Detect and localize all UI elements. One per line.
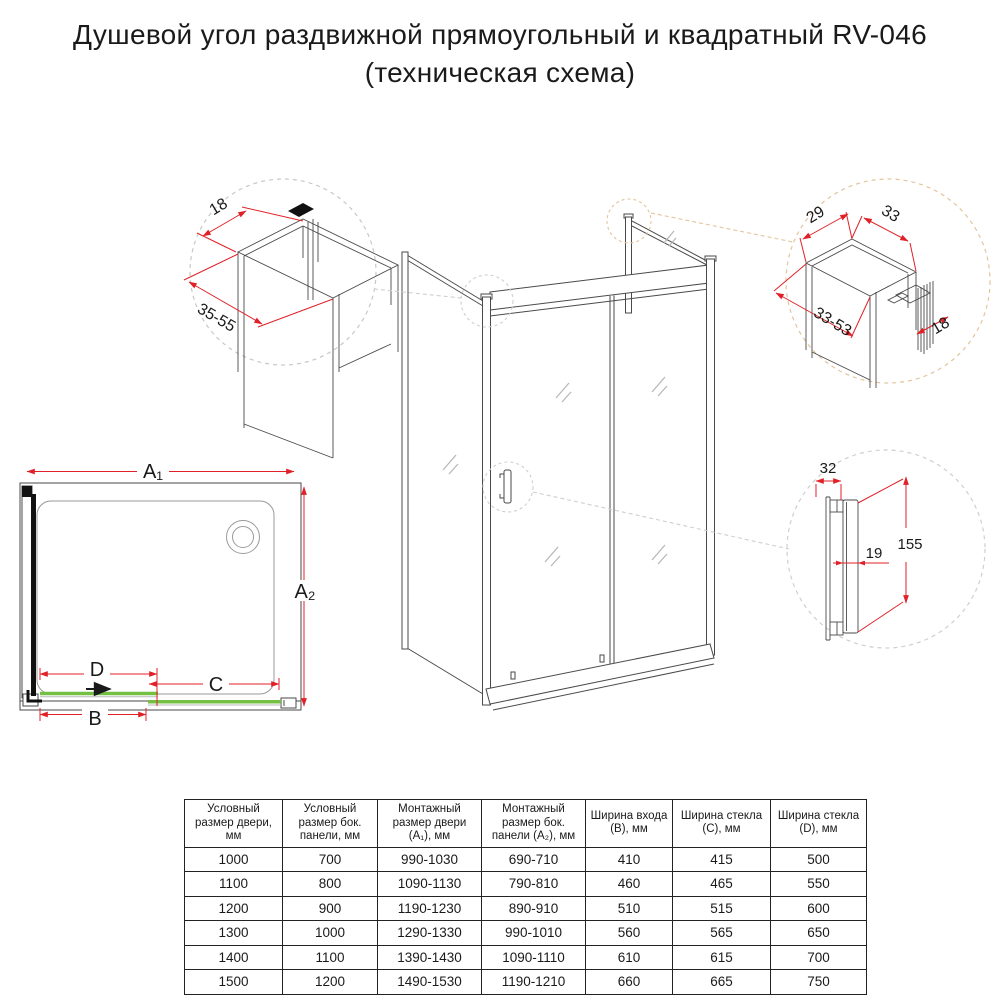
table-cell: 1200 [185,896,283,921]
wall-profile-block [22,486,32,497]
col-header-door-mounting: Монтажный размер двери (A₁), мм [378,800,482,848]
table-cell: 1100 [185,872,283,897]
table-cell: 650 [771,921,867,946]
page-title [0,16,1000,92]
col-header-glass-c: Ширина стекла (C), мм [673,800,771,848]
table-cell: 550 [771,872,867,897]
table-cell: 990-1010 [482,921,586,946]
table-row [185,970,867,995]
table-cell: 460 [586,872,673,897]
dim-handle-depth: 19 [865,545,883,562]
table-cell: 890-910 [482,896,586,921]
table-cell: 560 [586,921,673,946]
table-cell: 1090-1110 [482,945,586,970]
leader-to-top-right-detail [651,213,793,242]
label-d: D [89,659,105,681]
table-cell: 800 [283,872,378,897]
table-cell: 660 [586,970,673,995]
table-cell: 1400 [185,945,283,970]
table-row [185,847,867,872]
detail-profile-top-right [774,179,990,388]
table-cell: 410 [586,847,673,872]
table-cell: 750 [771,970,867,995]
leader-to-top-left-detail [374,289,461,298]
table-cell: 415 [673,847,771,872]
col-header-entry-width: Ширина входа (B), мм [586,800,673,848]
dim-18-top-right: 18 [928,314,953,339]
detail-circle-outline [787,450,985,648]
side-panel-glass [31,494,36,696]
table-cell: 1190-1230 [378,896,482,921]
table-cell: 1290-1330 [378,921,482,946]
table-cell: 600 [771,896,867,921]
plan-view [20,459,319,730]
dim-handle-height: 155 [897,536,923,553]
table-header-row [185,800,867,848]
table-cell: 700 [771,945,867,970]
dim-35-55: 35-55 [194,300,239,336]
col-header-panel-nominal: Условный размер бок. панели, мм [283,800,378,848]
clamp-block [288,203,314,217]
dim-29: 29 [803,203,828,228]
detail-handle [787,450,985,648]
dim-handle-width: 32 [819,460,837,477]
table-cell: 700 [283,847,378,872]
table-cell: 510 [586,896,673,921]
leader-to-handle-detail [533,492,789,549]
col-header-glass-d: Ширина стекла (D), мм [771,800,867,848]
col-header-panel-mounting: Монтажный размер бок. панели (A₂), мм [482,800,586,848]
label-c: C [208,674,224,696]
table-cell: 1390-1430 [378,945,482,970]
table-cell: 1200 [283,970,378,995]
dimensions-table [184,799,866,995]
table-cell: 1100 [283,945,378,970]
table-row [185,872,867,897]
table-cell: 665 [673,970,771,995]
table-cell: 1300 [185,921,283,946]
table-cell: 500 [771,847,867,872]
main-isometric-view [374,199,793,710]
title-line2: (техническая схема) [364,57,636,88]
table-cell: 1490-1530 [378,970,482,995]
table-row [185,921,867,946]
title-line1: Душевой угол раздвижной прямоугольный и квадратный RV-046 [73,19,927,50]
table-cell: 1190-1210 [482,970,586,995]
table-cell: 1000 [283,921,378,946]
table-cell: 610 [586,945,673,970]
dim-33: 33 [878,202,903,227]
label-a2: A₂ [294,581,316,603]
technical-drawing [0,150,1000,800]
corner-bracket [281,698,296,708]
table-cell: 690-710 [482,847,586,872]
table-row [185,896,867,921]
table-row [185,945,867,970]
col-header-door-nominal: Условный размер двери, мм [185,800,283,848]
table-cell: 900 [283,896,378,921]
detail-wall-profile-top-left [184,179,398,458]
table-cell: 1500 [185,970,283,995]
table-cell: 990-1030 [378,847,482,872]
table-cell: 515 [673,896,771,921]
label-a1: A₁ [142,461,164,483]
dim-18-top-left: 18 [206,195,231,220]
table-cell: 790-810 [482,872,586,897]
table-cell: 615 [673,945,771,970]
table-cell: 465 [673,872,771,897]
table-cell: 1090-1130 [378,872,482,897]
dim-33-53: 33-53 [810,304,855,340]
table-cell: 1000 [185,847,283,872]
label-b: B [88,708,102,730]
table-cell: 565 [673,921,771,946]
